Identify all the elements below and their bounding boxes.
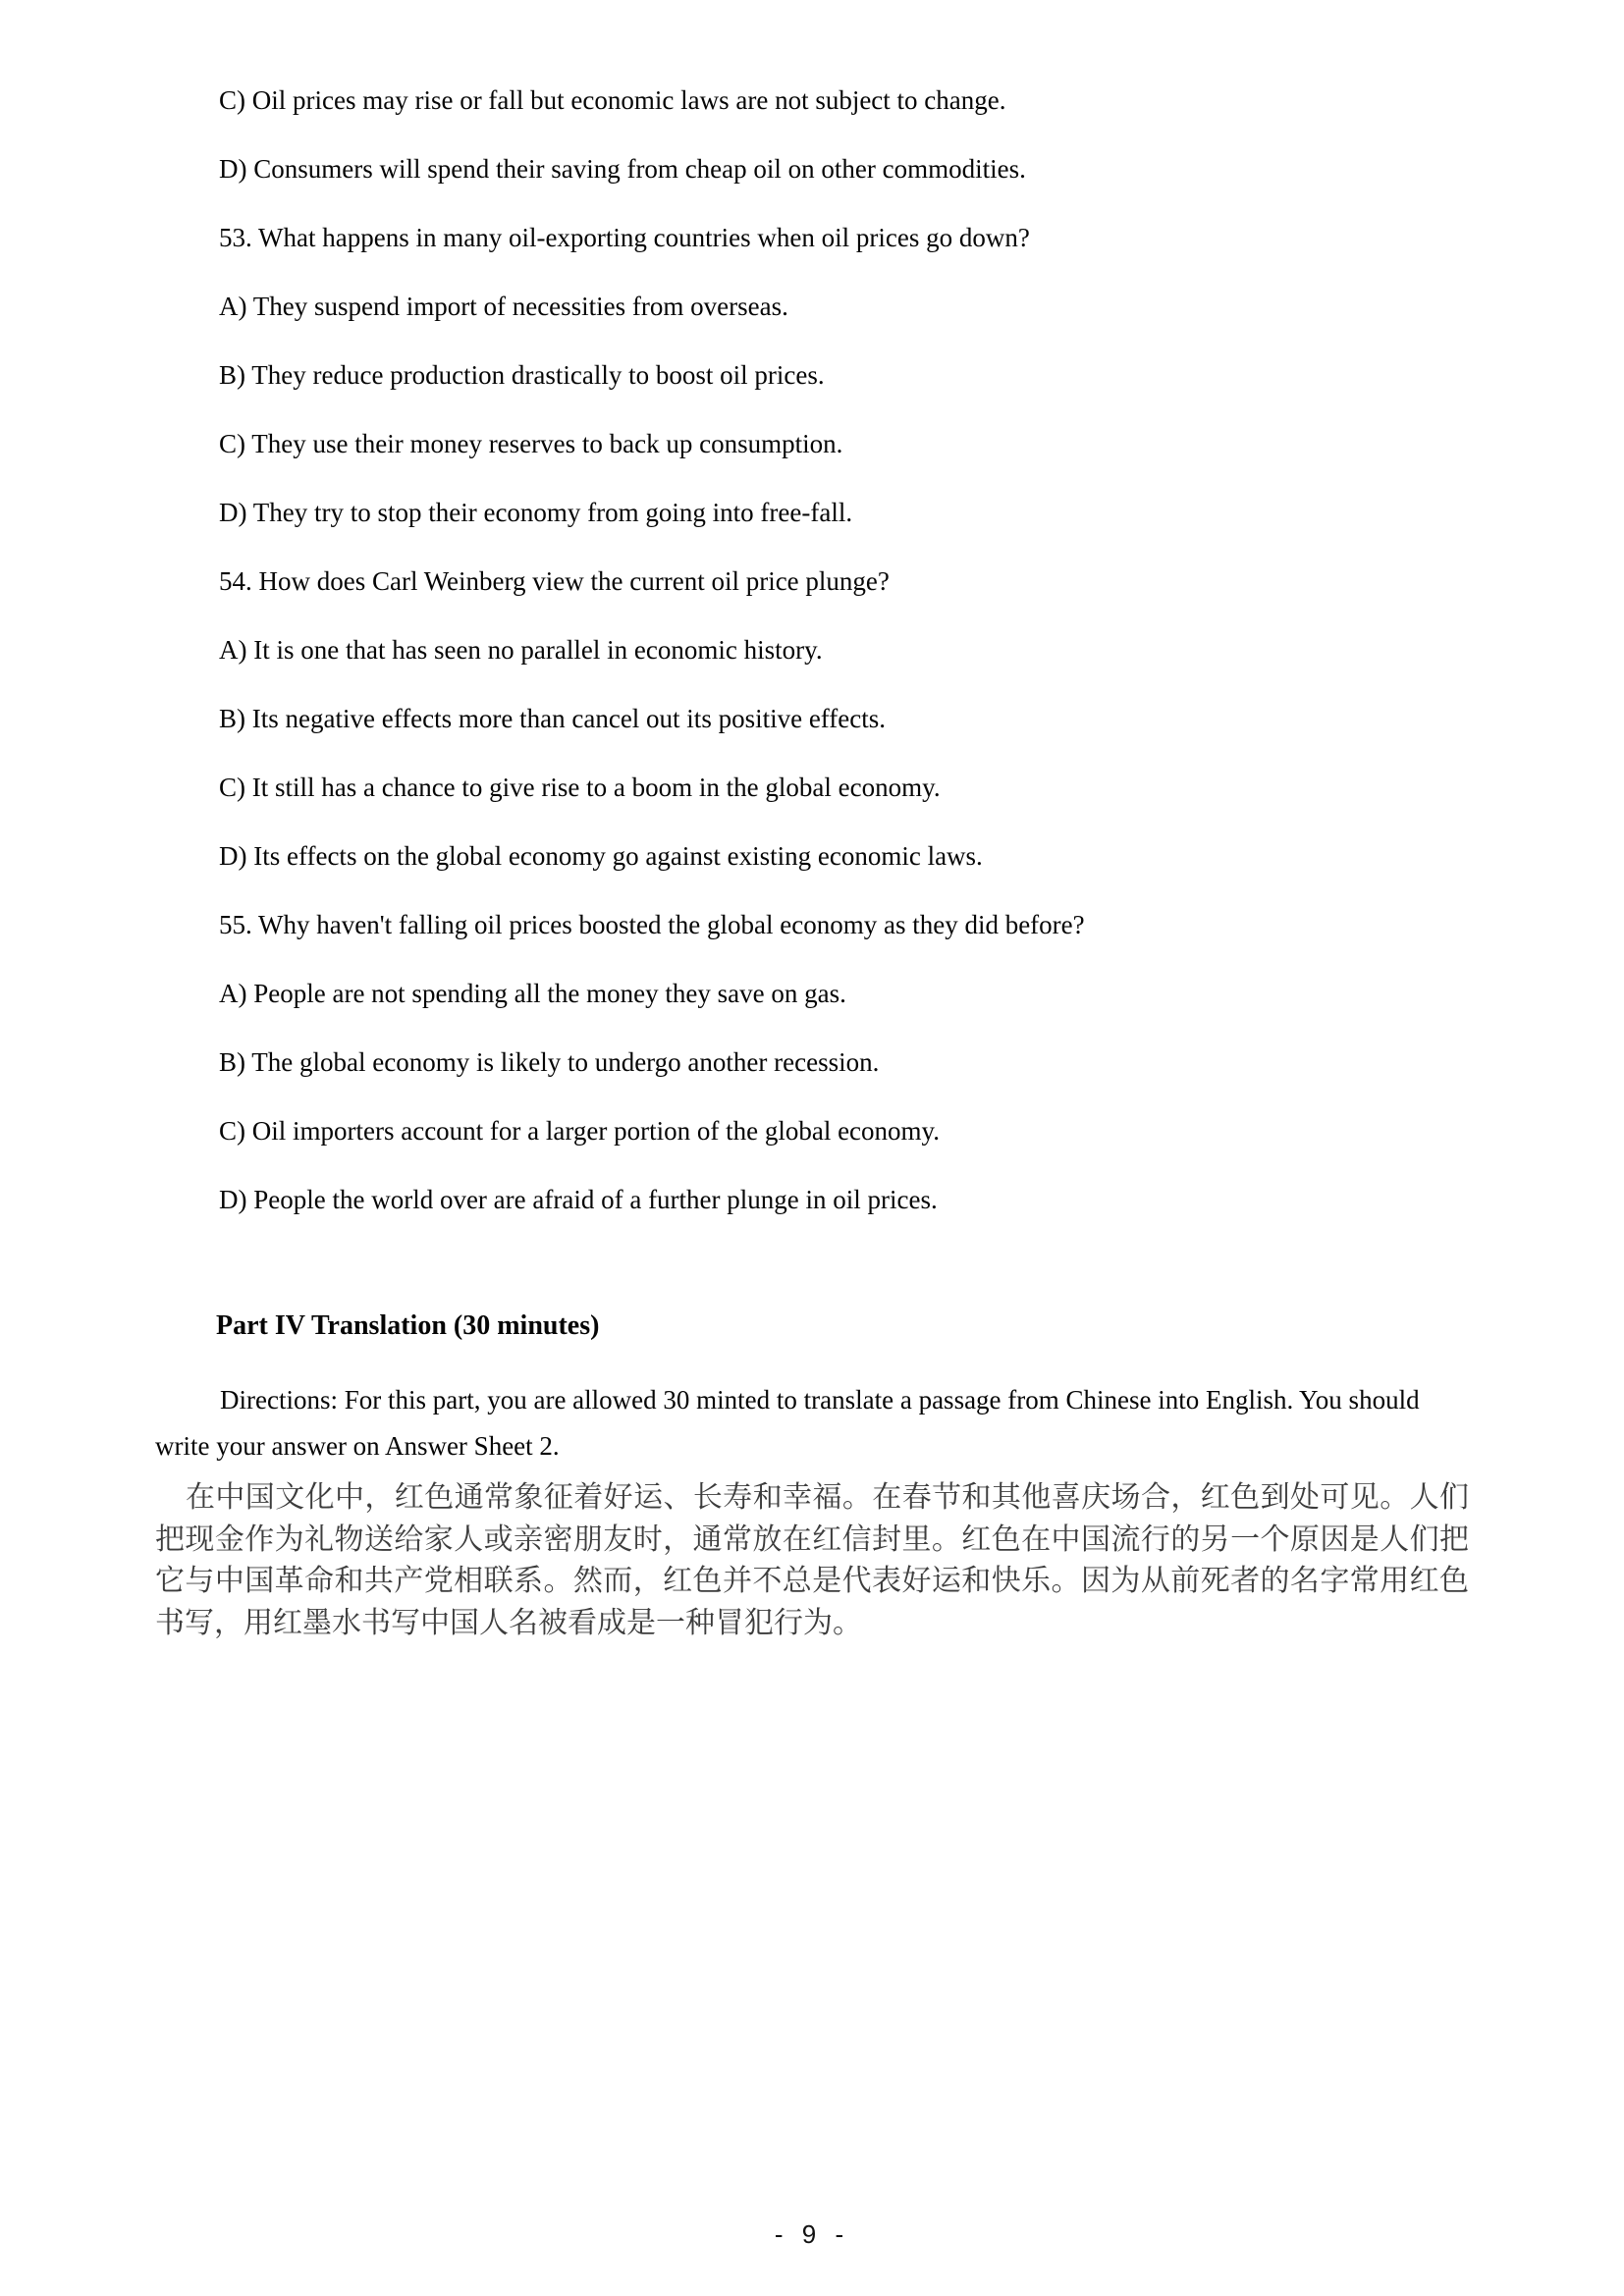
question-stem: 55. Why haven't falling oil prices boosted the global economy as they did before?	[219, 910, 1085, 939]
answer-option: B) Its negative effects more than cancel out its positive effects.	[219, 704, 887, 733]
answer-option: C) Oil importers account for a larger portion of the global economy.	[219, 1116, 941, 1146]
answer-option: A) They suspend import of necessities from overseas.	[219, 292, 788, 321]
translation-passage: 在中国文化中，红色通常象征着好运、长寿和幸福。在春节和其他喜庆场合，红色到处可见。人们把现金作为礼物送给家人或亲密朋友时，通常放在红信封里。红色在中国流行的另一个原因是人们把它与中国革命和共产党相联系。然而，红色并不总是代表好运和快乐。因为从前死者的名字常用红色书写，用红墨水书写中国人名被看成是一种冒犯行为。	[155, 1481, 1469, 1639]
question-stem: 53. What happens in many oil-exporting countries when oil prices go down?	[219, 223, 1030, 252]
answer-option: A) People are not spending all the money they save on gas.	[219, 979, 846, 1008]
answer-option: A) It is one that has seen no parallel in economic history.	[219, 635, 823, 665]
question-stem: 54. How does Carl Weinberg view the current oil price plunge?	[219, 566, 890, 596]
answer-option: D) Consumers will spend their saving from cheap oil on other commodities.	[219, 154, 1026, 184]
page-number: - 9 -	[774, 2219, 850, 2249]
answer-option: B) They reduce production drastically to boost oil prices.	[219, 360, 825, 390]
directions-paragraph: Directions: For this part, you are allowed 30 minted to translate a passage from Chinese into English. You should write your answer on Answer Sheet 2.	[155, 1385, 1420, 1461]
answer-option: D) People the world over are afraid of a further plunge in oil prices.	[219, 1185, 938, 1214]
answer-option: C) They use their money reserves to back up consumption.	[219, 429, 843, 458]
answer-option: C) Oil prices may rise or fall but economic laws are not subject to change.	[219, 85, 1006, 115]
section-heading: Part IV Translation (30 minutes)	[216, 1310, 600, 1341]
answer-option: C) It still has a chance to give rise to a boom in the global economy.	[219, 773, 941, 802]
answer-option: D) They try to stop their economy from going into free-fall.	[219, 498, 853, 527]
answer-option: D) Its effects on the global economy go against existing economic laws.	[219, 841, 983, 871]
answer-option: B) The global economy is likely to undergo another recession.	[219, 1047, 880, 1077]
